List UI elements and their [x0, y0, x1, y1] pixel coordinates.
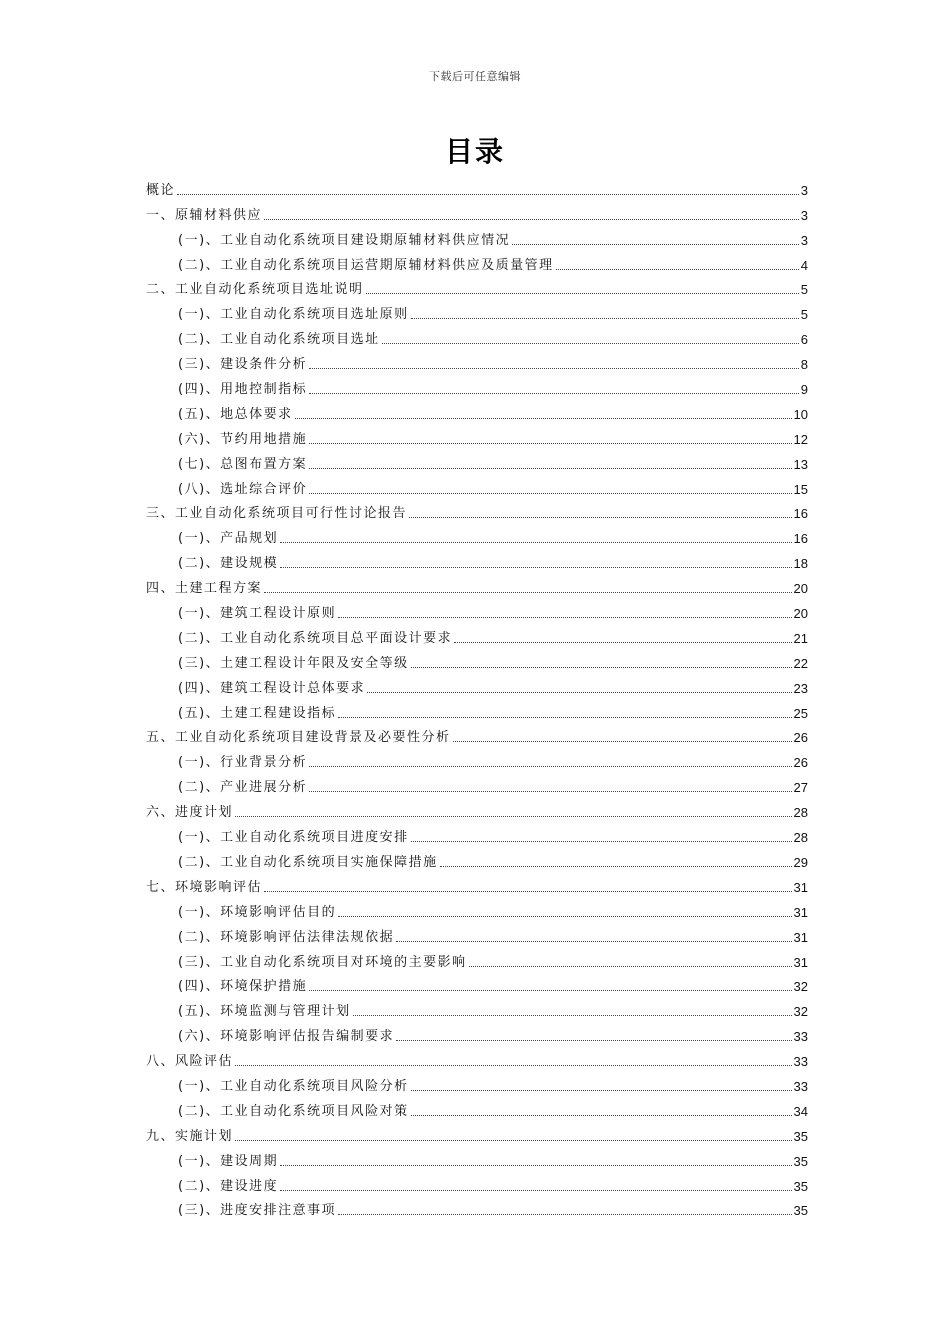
toc-dot-leader [469, 966, 792, 967]
toc-entry-page-number: 28 [793, 805, 808, 821]
toc-dot-leader [280, 1165, 791, 1166]
toc-entry-label: 一、原辅材料供应 [146, 207, 263, 223]
toc-entry[interactable] [146, 921, 808, 946]
toc-entry[interactable] [146, 722, 808, 747]
toc-entry[interactable] [146, 572, 808, 597]
page-header-note: 下载后可任意编辑 [429, 70, 521, 83]
toc-entry-label: (一)、工业自动化系统项目进度安排 [178, 830, 409, 846]
toc-entry[interactable] [146, 473, 808, 498]
toc-entry-page-number: 3 [800, 232, 808, 248]
toc-entry[interactable] [146, 647, 808, 672]
toc-entry[interactable] [146, 224, 808, 249]
toc-entry-label: (一)、产品规划 [178, 531, 279, 547]
toc-entry-label: (五)、环境监测与管理计划 [178, 1004, 351, 1020]
toc-entry-label: (一)、工业自动化系统项目建设期原辅材料供应情况 [178, 232, 511, 248]
toc-entry[interactable] [146, 971, 808, 996]
toc-entry-label: (三)、土建工程设计年限及安全等级 [178, 655, 409, 671]
toc-entry-label: 六、进度计划 [146, 805, 234, 821]
toc-entry[interactable] [146, 1145, 808, 1170]
toc-dot-leader [353, 1015, 792, 1016]
toc-entry-page-number: 15 [793, 481, 808, 497]
toc-entry[interactable] [146, 946, 808, 971]
toc-entry[interactable] [146, 672, 808, 697]
toc-entry-label: 四、土建工程方案 [146, 581, 263, 597]
toc-entry[interactable] [146, 1095, 808, 1120]
toc-entry[interactable] [146, 622, 808, 647]
toc-dot-leader [309, 990, 791, 991]
toc-entry[interactable] [146, 746, 808, 771]
toc-entry-label: (二)、产业进展分析 [178, 780, 308, 796]
toc-entry[interactable] [146, 298, 808, 323]
toc-entry[interactable] [146, 846, 808, 871]
toc-entry-page-number: 16 [793, 531, 808, 547]
toc-entry-label: (五)、土建工程建设指标 [178, 705, 337, 721]
toc-entry-page-number: 4 [800, 257, 808, 273]
toc-entry[interactable] [146, 1020, 808, 1045]
toc-entry-page-number: 35 [793, 1203, 808, 1219]
toc-entry-page-number: 35 [793, 1153, 808, 1169]
toc-dot-leader [338, 717, 791, 718]
toc-entry[interactable] [146, 249, 808, 274]
toc-entry[interactable] [146, 821, 808, 846]
toc-dot-leader [309, 493, 791, 494]
toc-entry-label: (五)、地总体要求 [178, 406, 293, 422]
toc-entry[interactable] [146, 697, 808, 722]
toc-entry-page-number: 16 [793, 506, 808, 522]
toc-entry-label: (二)、环境影响评估法律法规依据 [178, 929, 395, 945]
toc-entry[interactable] [146, 1170, 808, 1195]
toc-dot-leader [338, 617, 791, 618]
toc-entry[interactable] [146, 1070, 808, 1095]
toc-entry[interactable] [146, 448, 808, 473]
toc-entry-label: (二)、工业自动化系统项目风险对策 [178, 1103, 409, 1119]
toc-entry[interactable] [146, 522, 808, 547]
toc-entry-page-number: 31 [793, 904, 808, 920]
toc-entry[interactable] [146, 348, 808, 373]
toc-dot-leader [411, 1090, 792, 1091]
toc-entry-label: (三)、建设条件分析 [178, 357, 308, 373]
toc-dot-leader [556, 269, 799, 270]
toc-dot-leader [411, 841, 792, 842]
toc-entry[interactable] [146, 597, 808, 622]
toc-dot-leader [235, 1065, 792, 1066]
toc-entry-label: 九、实施计划 [146, 1128, 234, 1144]
toc-entry-page-number: 31 [793, 954, 808, 970]
toc-entry-page-number: 12 [793, 431, 808, 447]
toc-entry[interactable] [146, 1045, 808, 1070]
toc-entry-label: (六)、节约用地措施 [178, 431, 308, 447]
toc-entry-label: (二)、工业自动化系统项目实施保障措施 [178, 854, 438, 870]
toc-entry[interactable] [146, 547, 808, 572]
toc-dot-leader [264, 219, 799, 220]
toc-entry-page-number: 31 [793, 929, 808, 945]
toc-entry[interactable] [146, 995, 808, 1020]
toc-entry-page-number: 26 [793, 730, 808, 746]
toc-entry-page-number: 22 [793, 655, 808, 671]
toc-entry-page-number: 5 [800, 307, 808, 323]
toc-dot-leader [382, 343, 799, 344]
toc-entry-label: (一)、建筑工程设计原则 [178, 606, 337, 622]
toc-dot-leader [309, 443, 791, 444]
toc-entry-page-number: 3 [800, 182, 808, 198]
toc-dot-leader [411, 318, 799, 319]
toc-dot-leader [411, 1115, 792, 1116]
toc-entry-label: (四)、用地控制指标 [178, 382, 308, 398]
toc-dot-leader [338, 916, 791, 917]
toc-dot-leader [367, 692, 791, 693]
toc-entry-page-number: 5 [800, 282, 808, 298]
toc-dot-leader [280, 1190, 791, 1191]
toc-entry-label: 三、工业自动化系统项目可行性讨论报告 [146, 506, 408, 522]
toc-entry[interactable] [146, 323, 808, 348]
toc-entry-page-number: 35 [793, 1128, 808, 1144]
toc-entry-label: (四)、环境保护措施 [178, 979, 308, 995]
toc-entry-page-number: 33 [793, 1054, 808, 1070]
toc-entry-label: (三)、进度安排注意事项 [178, 1203, 337, 1219]
toc-entry-label: (八)、选址综合评价 [178, 481, 308, 497]
toc-entry[interactable] [146, 796, 808, 821]
toc-entry-label: (一)、工业自动化系统项目选址原则 [178, 307, 409, 323]
toc-dot-leader [338, 1214, 791, 1215]
toc-entry-label: (一)、工业自动化系统项目风险分析 [178, 1078, 409, 1094]
toc-dot-leader [309, 766, 791, 767]
toc-entry-page-number: 21 [793, 630, 808, 646]
toc-entry[interactable] [146, 1120, 808, 1145]
toc-entry-page-number: 28 [793, 830, 808, 846]
toc-entry-label: 七、环境影响评估 [146, 879, 263, 895]
toc-entry[interactable] [146, 1195, 808, 1220]
toc-entry[interactable] [146, 174, 808, 199]
toc-entry-page-number: 27 [793, 780, 808, 796]
toc-entry-label: 八、风险评估 [146, 1054, 234, 1070]
toc-dot-leader [309, 468, 791, 469]
toc-entry[interactable] [146, 498, 808, 523]
toc-dot-leader [309, 368, 799, 369]
toc-entry-page-number: 23 [793, 680, 808, 696]
toc-entry-page-number: 32 [793, 1004, 808, 1020]
toc-dot-leader [235, 816, 792, 817]
toc-entry-page-number: 33 [793, 1078, 808, 1094]
toc-dot-leader [309, 791, 791, 792]
toc-dot-leader [280, 542, 791, 543]
toc-entry-page-number: 31 [793, 879, 808, 895]
toc-dot-leader [454, 642, 791, 643]
toc-entry-label: (六)、环境影响评估报告编制要求 [178, 1029, 395, 1045]
toc-entry-label: (二)、建设规模 [178, 556, 279, 572]
toc-entry-label: 二、工业自动化系统项目选址说明 [146, 282, 364, 298]
toc-entry-page-number: 20 [793, 606, 808, 622]
toc-entry-page-number: 3 [800, 207, 808, 223]
toc-entry-label: (一)、行业背景分析 [178, 755, 308, 771]
toc-entry-page-number: 34 [793, 1103, 808, 1119]
toc-dot-leader [264, 592, 792, 593]
toc-dot-leader [309, 393, 799, 394]
toc-entry[interactable] [146, 896, 808, 921]
toc-entry[interactable] [146, 871, 808, 896]
toc-entry-page-number: 20 [793, 581, 808, 597]
toc-entry-page-number: 10 [793, 406, 808, 422]
toc-dot-leader [177, 194, 799, 195]
toc-entry[interactable] [146, 199, 808, 224]
toc-entry[interactable] [146, 398, 808, 423]
toc-entry-label: (二)、工业自动化系统项目选址 [178, 332, 380, 348]
toc-entry-label: (一)、环境影响评估目的 [178, 904, 337, 920]
toc-dot-leader [264, 891, 792, 892]
toc-entry-label: (七)、总图布置方案 [178, 456, 308, 472]
toc-dot-leader [396, 1040, 791, 1041]
toc-dot-leader [396, 941, 791, 942]
toc-entry-label: (一)、建设周期 [178, 1153, 279, 1169]
toc-entry-page-number: 26 [793, 755, 808, 771]
toc-entry-page-number: 25 [793, 705, 808, 721]
toc-entry-page-number: 33 [793, 1029, 808, 1045]
toc-entry-page-number: 18 [793, 556, 808, 572]
toc-entry-page-number: 29 [793, 854, 808, 870]
toc-list [146, 174, 808, 1219]
toc-entry-page-number: 9 [800, 382, 808, 398]
toc-title: 目录 [444, 135, 505, 168]
toc-entry-label: 五、工业自动化系统项目建设背景及必要性分析 [146, 730, 451, 746]
toc-entry-page-number: 6 [800, 332, 808, 348]
toc-entry-label: (三)、工业自动化系统项目对环境的主要影响 [178, 954, 467, 970]
toc-dot-leader [411, 667, 792, 668]
toc-dot-leader [295, 418, 792, 419]
toc-entry-page-number: 35 [793, 1178, 808, 1194]
toc-entry[interactable] [146, 274, 808, 299]
toc-entry-page-number: 32 [793, 979, 808, 995]
toc-entry-page-number: 13 [793, 456, 808, 472]
toc-dot-leader [453, 741, 792, 742]
toc-entry-label: 概论 [146, 182, 176, 198]
toc-dot-leader [235, 1140, 792, 1141]
toc-dot-leader [366, 293, 799, 294]
toc-dot-leader [409, 517, 792, 518]
toc-dot-leader [440, 866, 792, 867]
toc-entry[interactable] [146, 771, 808, 796]
toc-entry[interactable] [146, 423, 808, 448]
toc-entry-page-number: 8 [800, 357, 808, 373]
toc-entry-label: (二)、工业自动化系统项目总平面设计要求 [178, 630, 453, 646]
toc-dot-leader [512, 244, 799, 245]
toc-entry-label: (四)、建筑工程设计总体要求 [178, 680, 366, 696]
toc-entry[interactable] [146, 373, 808, 398]
toc-entry-label: (二)、建设进度 [178, 1178, 279, 1194]
toc-dot-leader [280, 567, 791, 568]
toc-entry-label: (二)、工业自动化系统项目运营期原辅材料供应及质量管理 [178, 257, 554, 273]
